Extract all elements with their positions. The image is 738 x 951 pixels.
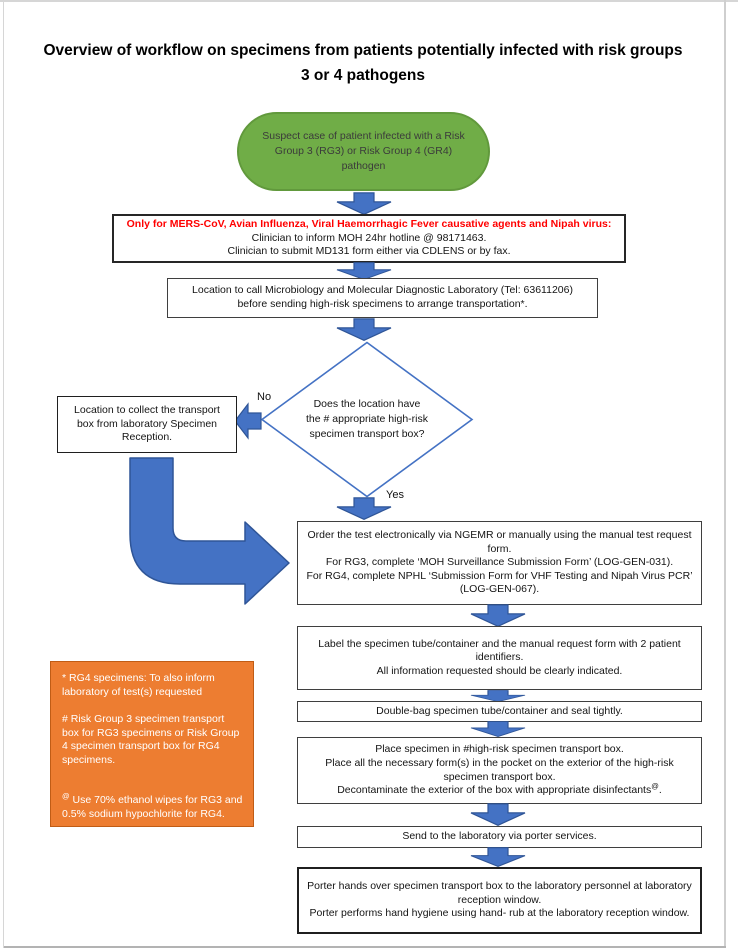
no-branch-label: No (257, 391, 272, 403)
disinfectant-footnote-marker: @ (651, 781, 659, 791)
call-lab-box (167, 278, 598, 318)
alert-line2: Clinician to inform MOH 24hr hotline @ 98171463. (251, 231, 487, 244)
send-porter-text: Send to the laboratory via porter services. (402, 830, 597, 843)
down-arrow-icon (336, 497, 392, 520)
call-lab-text: Location to call Microbiology and Molecular Diagnostic Laboratory (Tel: 63611206) before sending high-risk specimens to arrange transportation*. (192, 284, 573, 310)
order-test-box (297, 521, 702, 605)
elbow-arrow-icon (92, 456, 294, 608)
decision-text: Does the location have the # appropriate high-risk specimen transport box? (306, 397, 428, 441)
place-line1: Place specimen in #high-risk specimen transport box. (375, 743, 624, 756)
left-arrow-icon (234, 399, 262, 443)
footnote-rg4: * RG4 specimens: To also inform laboratory of test(s) requested (62, 672, 215, 698)
porter-line2: Porter performs hand hygiene using hand- rub at the laboratory reception window. (309, 907, 690, 920)
label-line2: All information requested should be clearly indicated. (376, 664, 623, 677)
double-bag-box (297, 701, 702, 722)
disinfectant-footnote-marker: @ (62, 791, 70, 801)
collect-box (57, 396, 237, 453)
footnotes-box (50, 661, 254, 827)
page-border-top (0, 0, 738, 2)
down-arrow-icon (470, 803, 526, 826)
flow-start-node (237, 112, 490, 191)
down-arrow-icon (336, 318, 392, 341)
down-arrow-icon (470, 721, 526, 737)
alert-line3: Clinician to submit MD131 form either via CDLENS or by fax. (227, 245, 511, 258)
flow-start-text: Suspect case of patient infected with a Risk Group 3 (RG3) or Risk Group 4 (GR4) pathogen (262, 129, 465, 173)
footnote-disinfectant: @ Use 70% ethanol wipes for RG3 and 0.5% sodium hypochlorite for RG4. (62, 791, 243, 821)
alert-heading: Only for MERS-CoV, Avian Influenza, Viral Haemorrhagic Fever causative agents and Nipah virus: (126, 218, 612, 231)
footnote-transport-box: # Risk Group 3 specimen transport box for RG3 specimens or Risk Group 4 specimen transport box for RG4 specimens. (62, 712, 240, 767)
double-bag-text: Double-bag specimen tube/container and seal tightly. (376, 704, 623, 717)
order-line3: For RG4, complete NPHL ‘Submission Form for VHF Testing and Nipah Virus PCR’ (LOG-GEN-067). (306, 569, 693, 596)
label-line1: Label the specimen tube/container and the manual request form with 2 patient identifiers. (318, 637, 681, 664)
page-border-bottom (4, 946, 726, 948)
alert-box (112, 214, 626, 263)
label-specimen-box (297, 626, 702, 690)
page-title: Overview of workflow on specimens from patients potentially infected with risk groups 3 or 4 pathogens (43, 42, 683, 84)
collect-text: Location to collect the transport box from laboratory Specimen Reception. (74, 404, 220, 444)
place-line3: Decontaminate the exterior of the box with appropriate disinfectants@. (337, 781, 662, 797)
down-arrow-icon (470, 847, 526, 867)
place-specimen-box (297, 737, 702, 804)
down-arrow-icon (470, 604, 526, 627)
page-border-left (3, 0, 4, 948)
send-porter-box (297, 826, 702, 848)
down-arrow-icon (336, 192, 392, 215)
order-line2: For RG3, complete ‘MOH Surveillance Submission Form’ (LOG-GEN-031). (325, 556, 674, 569)
yes-branch-label: Yes (386, 489, 404, 501)
order-line1: Order the test electronically via NGEMR or manually using the manual test request form. (307, 528, 692, 555)
porter-line1: Porter hands over specimen transport box to the laboratory personnel at laboratory reception window. (307, 880, 692, 906)
page-border-right (724, 0, 726, 948)
place-line2: Place all the necessary form(s) in the pocket on the exterior of the high-risk specimen transport box. (325, 756, 674, 783)
porter-handover-box (297, 867, 702, 934)
